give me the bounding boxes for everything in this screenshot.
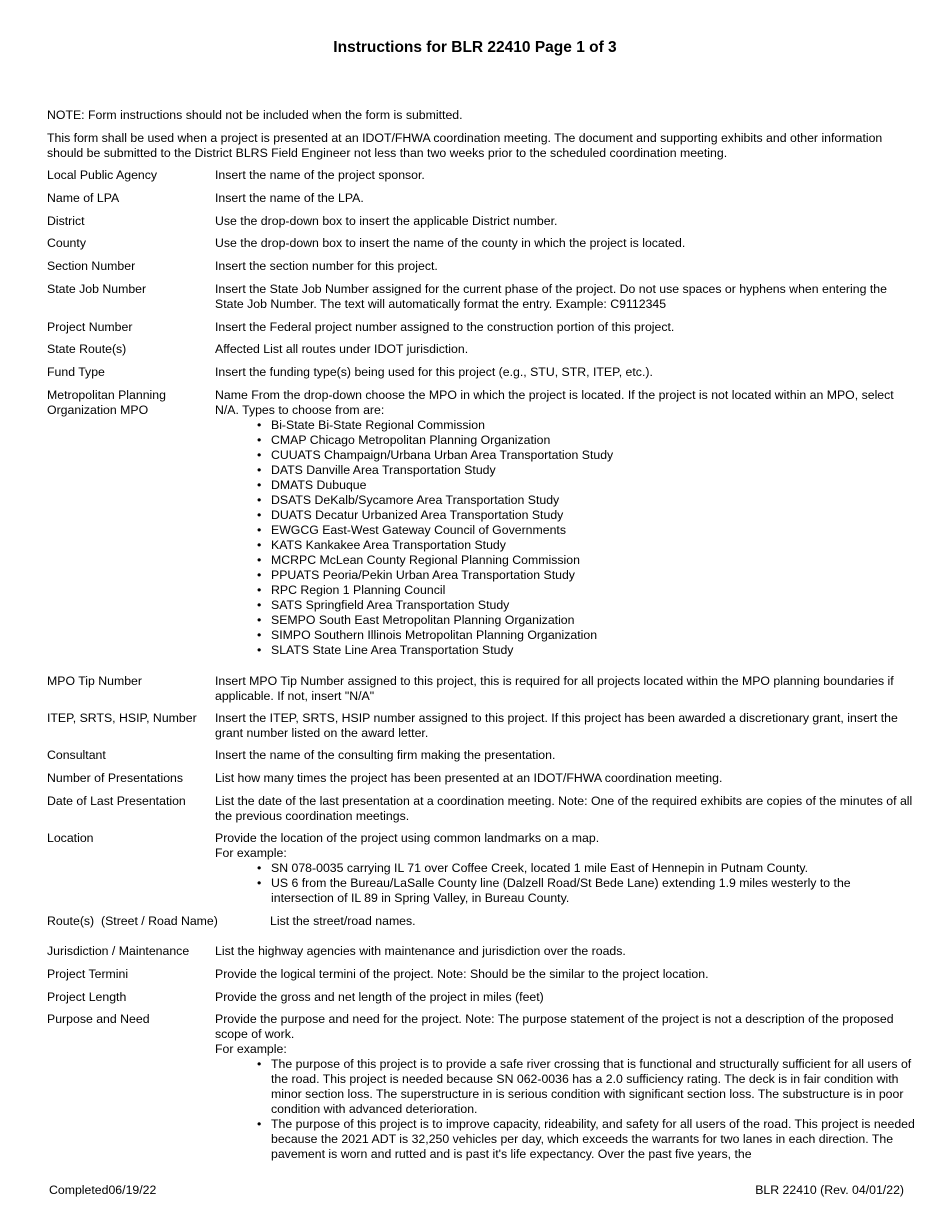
row-description: Provide the logical termini of the project. Note: Should be the similar to the project location. (215, 967, 709, 981)
page-title: Instructions for BLR 22410 Page 1 of 3 (333, 39, 617, 56)
completed-label: Completed (49, 1183, 109, 1197)
footer-completed (49, 1183, 156, 1198)
row-description (215, 1012, 915, 1162)
row-label: Metropolitan Planning Organization MPO (47, 388, 166, 417)
row-label: Jurisdiction / Maintenance (47, 944, 190, 958)
row-label: Local Public Agency (47, 168, 158, 182)
row-label: State Route(s) (47, 342, 127, 356)
note-text: NOTE: Form instructions should not be included when the form is submitted. (47, 108, 463, 122)
mpo-list (215, 418, 915, 658)
row-label: County (47, 236, 86, 250)
row-description (215, 388, 915, 658)
row-description: Affected List all routes under IDOT jurisdiction. (215, 342, 469, 356)
row-label: Project Length (47, 990, 127, 1004)
row-label: State Job Number (47, 282, 147, 296)
row-description: Insert the Federal project number assigned to the construction portion of this project. (215, 320, 675, 334)
row-description: Use the drop-down box to insert the name of the county in which the project is located. (215, 236, 686, 250)
list-item: • SIMPO Southern Illinois Metropolitan Planning Organization (271, 628, 915, 643)
row-label: Location (47, 831, 94, 845)
purpose-example-label: For example: (215, 1042, 287, 1056)
row-label: District (47, 214, 85, 228)
location-examples (215, 861, 915, 906)
row-description: List the street/road names. (270, 914, 416, 928)
list-item: • EWGCG East-West Gateway Council of Governments (271, 523, 915, 538)
row-description: Insert the section number for this project. (215, 259, 438, 273)
list-item: • The purpose of this project is to provide a safe river crossing that is functional and structurally sufficient for all users of the road. This project is needed because SN 062-0036 has a 2.0 sufficiency rating. The deck is in fair condition with minor section loss. The superstructure in is serious condition with significant section loss. The substructure is in poor condition with advanced deterioration. (271, 1057, 915, 1117)
list-item: • RPC Region 1 Planning Council (271, 583, 915, 598)
list-item: • CMAP Chicago Metropolitan Planning Organization (271, 433, 915, 448)
row-description: Insert the name of the LPA. (215, 191, 364, 205)
row-description: Insert MPO Tip Number assigned to this project, this is required for all projects located within the MPO planning boundaries if applicable. If not, insert "N/A" (215, 674, 894, 703)
row-description (215, 831, 915, 906)
intro-text: This form shall be used when a project is presented at an IDOT/FHWA coordination meeting. The document and supporting exhibits and other information should be submitted to the District BLRS Field Engineer not less than two weeks prior to the scheduled coordination meeting. (47, 131, 883, 160)
row-label: Name of LPA (47, 191, 120, 205)
completed-date: 06/19/22 (108, 1183, 157, 1197)
list-item: • DUATS Decatur Urbanized Area Transportation Study (271, 508, 915, 523)
row-description: List the highway agencies with maintenance and jurisdiction over the roads. (215, 944, 626, 958)
row-description: Use the drop-down box to insert the applicable District number. (215, 214, 558, 228)
footer-form-id: BLR 22410 (Rev. 04/01/22) (755, 1183, 904, 1197)
mpo-description: Name From the drop-down choose the MPO in which the project is located. If the project is not located within an MPO, select N/A. Types to choose from are: (215, 388, 894, 417)
purpose-examples (215, 1057, 915, 1162)
list-item: • The purpose of this project is to improve capacity, rideability, and safety for all users of the road. This project is needed because the 2021 ADT is 32,250 vehicles per day, which exceeds the warrants for two lanes in each direction. The pavement is worn and rutted and is past it's life expectancy. Over the past five years, the (271, 1117, 915, 1162)
row-description: Insert the name of the project sponsor. (215, 168, 425, 182)
row-label: MPO Tip Number (47, 674, 142, 688)
list-item: • MCRPC McLean County Regional Planning Commission (271, 553, 915, 568)
row-label: ITEP, SRTS, HSIP, Number (47, 711, 197, 725)
list-item: • SN 078-0035 carrying IL 71 over Coffee Creek, located 1 mile East of Hennepin in Putnam County. (271, 861, 915, 876)
row-description: Insert the State Job Number assigned for the current phase of the project. Do not use spaces or hyphens when entering the State Job Number. The text will automatically format the entry. Example: C9112345 (215, 282, 887, 311)
location-example-label: For example: (215, 846, 287, 860)
list-item: • DATS Danville Area Transportation Study (271, 463, 915, 478)
list-item: • US 6 from the Bureau/LaSalle County line (Dalzell Road/St Bede Lane) extending 1.9 miles westerly to the intersection of IL 89 in Spring Valley, in Bureau County. (271, 876, 915, 906)
list-item: • PPUATS Peoria/Pekin Urban Area Transportation Study (271, 568, 915, 583)
row-description: Provide the gross and net length of the project in miles (feet) (215, 990, 544, 1004)
purpose-description: Provide the purpose and need for the project. Note: The purpose statement of the project is not a description of the proposed scope of work. (215, 1012, 894, 1041)
row-label: Project Termini (47, 967, 129, 981)
row-description: Insert the name of the consulting firm making the presentation. (215, 748, 556, 762)
list-item: • SEMPO South East Metropolitan Planning Organization (271, 613, 915, 628)
list-item: • DMATS Dubuque (271, 478, 915, 493)
list-item: • KATS Kankakee Area Transportation Study (271, 538, 915, 553)
row-label: Date of Last Presentation (47, 794, 186, 808)
row-description: Insert the ITEP, SRTS, HSIP number assigned to this project. If this project has been awarded a discretionary grant, insert the grant number listed on the award letter. (215, 711, 898, 740)
location-description: Provide the location of the project using common landmarks on a map. (215, 831, 600, 845)
row-label: Project Number (47, 320, 133, 334)
row-description: Insert the funding type(s) being used for this project (e.g., STU, STR, ITEP, etc.). (215, 365, 653, 379)
row-label: Fund Type (47, 365, 105, 379)
row-description: List the date of the last presentation at a coordination meeting. Note: One of the required exhibits are copies of the minutes of all the previous coordination meetings. (215, 794, 913, 823)
list-item: • SLATS State Line Area Transportation Study (271, 643, 915, 658)
row-description: List how many times the project has been presented at an IDOT/FHWA coordination meeting. (215, 771, 723, 785)
list-item: • CUUATS Champaign/Urbana Urban Area Transportation Study (271, 448, 915, 463)
list-item: • DSATS DeKalb/Sycamore Area Transportation Study (271, 493, 915, 508)
row-label: Route(s) (Street / Road Name) (47, 914, 218, 928)
row-label: Consultant (47, 748, 106, 762)
list-item: • Bi-State Bi-State Regional Commission (271, 418, 915, 433)
row-label: Purpose and Need (47, 1012, 150, 1026)
list-item: • SATS Springfield Area Transportation Study (271, 598, 915, 613)
row-label: Section Number (47, 259, 136, 273)
row-label: Number of Presentations (47, 771, 184, 785)
